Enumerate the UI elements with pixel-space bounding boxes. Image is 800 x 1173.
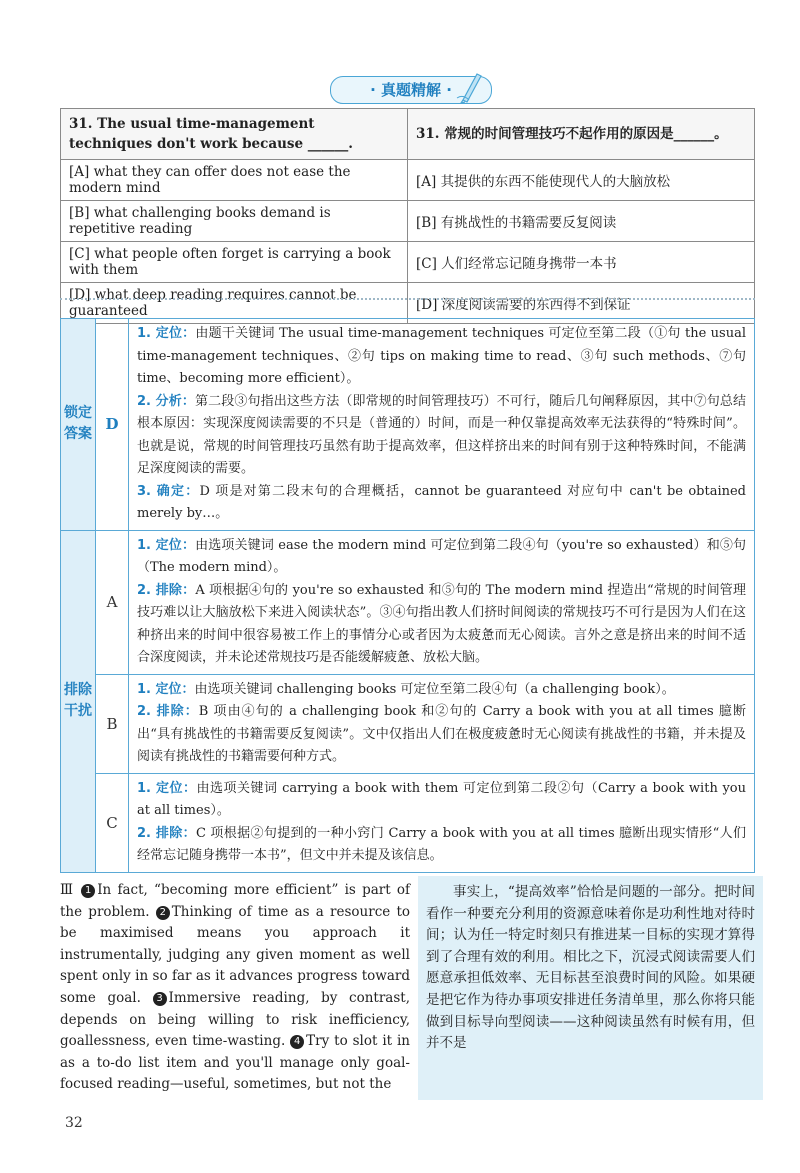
sentence-number: 3 (153, 992, 167, 1006)
question-stem-cn: 31. 常规的时间管理技巧不起作用的原因是______。 (408, 109, 755, 160)
page-number: 32 (65, 1115, 83, 1131)
distractor-letter-b: B (96, 674, 129, 773)
sentence-number: 4 (290, 1035, 304, 1049)
passage-english (60, 880, 410, 1096)
lock-answer-tag: 锁定答案 (61, 319, 96, 531)
option-b-en: [B] what challenging books demand is repetitive reading (61, 201, 408, 242)
confirm-label: 3. 确定： (137, 483, 200, 499)
distractor-analysis-b (129, 674, 755, 773)
locate-label: 1. 定位： (137, 326, 196, 341)
sentence-1: In fact, “becoming more efficient” is part of the problem. (60, 882, 410, 920)
locate-text: 由选项关键词 challenging books 可定位至第二段④句（a challenging book）。 (194, 681, 675, 697)
distractor-letter-a: A (96, 530, 129, 674)
exclude-text: A 项根据④句的 you're so exhausted 和⑤句的 The modern mind 捏造出“常规的时间管理技巧难以让大脑放松下来进入阅读状态”。③④句指出教人们挤时间阅读的常规技巧不可行是因为人们在这种挤出来的时间中很容易被工作上的事情分心或者因为太疲惫而无心阅读。言外之意是挤出来的时间不适合深度阅读，并未论述常规技巧是否能缓解疲惫、放松大脑。 (137, 582, 747, 665)
exclude-text: C 项根据②句提到的一种小窍门 Carry a book with you at all times 臆断出现实情形“人们经常忘记随身携带一本书”，但文中并未提及该信息。 (137, 825, 746, 863)
question-table (60, 108, 755, 324)
locate-label: 1. 定位： (137, 537, 196, 553)
sentence-3: Immersive reading, by contrast, depends on being willing to risk inefficiency, goallessness, even time-wasting. (60, 989, 410, 1050)
option-b-cn: [B] 有挑战性的书籍需要反复阅读 (408, 201, 755, 242)
passage-translation: 事实上，“提高效率”恰恰是问题的一部分。把时间看作一种要充分利用的资源意味着你是功利性地对待时间；认为任一特定时刻只有推进某一目标的实现才算得到了合理有效的利用。相比之下，沉浸式阅读需要人们愿意承担低效率、无目标甚至浪费时间的风险。如果硬是把它作为待办事项安排进任务清单里，那么你将只能做到目标导向型阅读——这种阅读虽然有时候有用，但并不是 (418, 876, 763, 1100)
option-a-cn: [A] 其提供的东西不能使现代人的大脑放松 (408, 160, 755, 201)
sentence-2: Thinking of time as a resource to be maximised means you approach it instrumentally, judging any given moment as well spent only in so far as it advances progress toward some goal. (60, 903, 410, 1006)
exclude-label: 2. 排除： (137, 582, 196, 598)
analyze-label: 2. 分析： (137, 393, 195, 409)
option-a-en: [A] what they can offer does not ease the modern mind (61, 160, 408, 201)
option-d-en: [D] what deep reading requires cannot be guaranteed (61, 283, 408, 324)
analysis-table (60, 318, 755, 873)
exclude-label: 2. 排除： (137, 704, 199, 719)
locate-label: 1. 定位： (137, 681, 195, 697)
distractor-analysis-c (129, 773, 755, 872)
sentence-number: 1 (81, 884, 95, 898)
section-title-badge: · 真题精解 · (330, 76, 492, 104)
paragraph-marker: Ⅲ (60, 882, 75, 898)
sentence-4: Try to slot it in as a to-do list item and you'll manage only goal-focused reading—useful, sometimes, but not the (60, 1033, 411, 1093)
answer-letter: D (96, 319, 129, 531)
question-stem-en: 31. The usual time-management techniques don't work because ______. (61, 109, 408, 160)
exclude-distractors-tag: 排除干扰 (61, 530, 96, 872)
locate-text: 由选项关键词 carrying a book with them 可定位到第二段②句（Carry a book with you at all times）。 (137, 780, 746, 818)
analyze-text: 第二段③句指出这些方法（即常规的时间管理技巧）不可行，随后几句阐释原因，其中⑦句总结根本原因：实现深度阅读需要的不只是（普通的）时间，而是一种仅靠提高效率无法获得的“特殊时间”。也就是说，常规的时间管理技巧虽然有助于提高效率，但这样挤出来的时间有别于这种特殊时间，不能满足深度阅读的需要。 (137, 393, 746, 476)
option-c-en: [C] what people often forget is carrying a book with them (61, 242, 408, 283)
exclude-label: 2. 排除： (137, 825, 196, 841)
confirm-text: D 项是对第二段末句的合理概括，cannot be guaranteed 对应句中 can't be obtained merely by…。 (137, 483, 746, 521)
option-d-cn: [D] 深度阅读需要的东西得不到保证 (408, 283, 755, 324)
answer-analysis (129, 319, 755, 531)
distractor-letter-c: C (96, 773, 129, 872)
exclude-text: B 项由④句的 a challenging book 和②句的 Carry a book with you at all times 臆断出“具有挑战性的书籍需要反复阅读”。文中仅指出人们在极度疲惫时无心阅读有挑战性的书籍，并未提及阅读有挑战性的书籍需要何种方式。 (137, 704, 746, 764)
locate-label: 1. 定位： (137, 780, 197, 796)
locate-text: 由题干关键词 The usual time-management techniques 可定位至第二段（①句 the usual time-management techniques、②句 tips on making time to read、③句 such methods、⑦句 time、becoming more efficient）。 (137, 326, 746, 386)
dotted-divider (60, 298, 755, 300)
locate-text: 由选项关键词 ease the modern mind 可定位到第二段④句（you're so exhausted）和⑤句（The modern mind）。 (137, 537, 746, 575)
option-c-cn: [C] 人们经常忘记随身携带一本书 (408, 242, 755, 283)
sentence-number: 2 (156, 906, 170, 920)
pen-icon (455, 68, 485, 104)
distractor-analysis-a (129, 530, 755, 674)
